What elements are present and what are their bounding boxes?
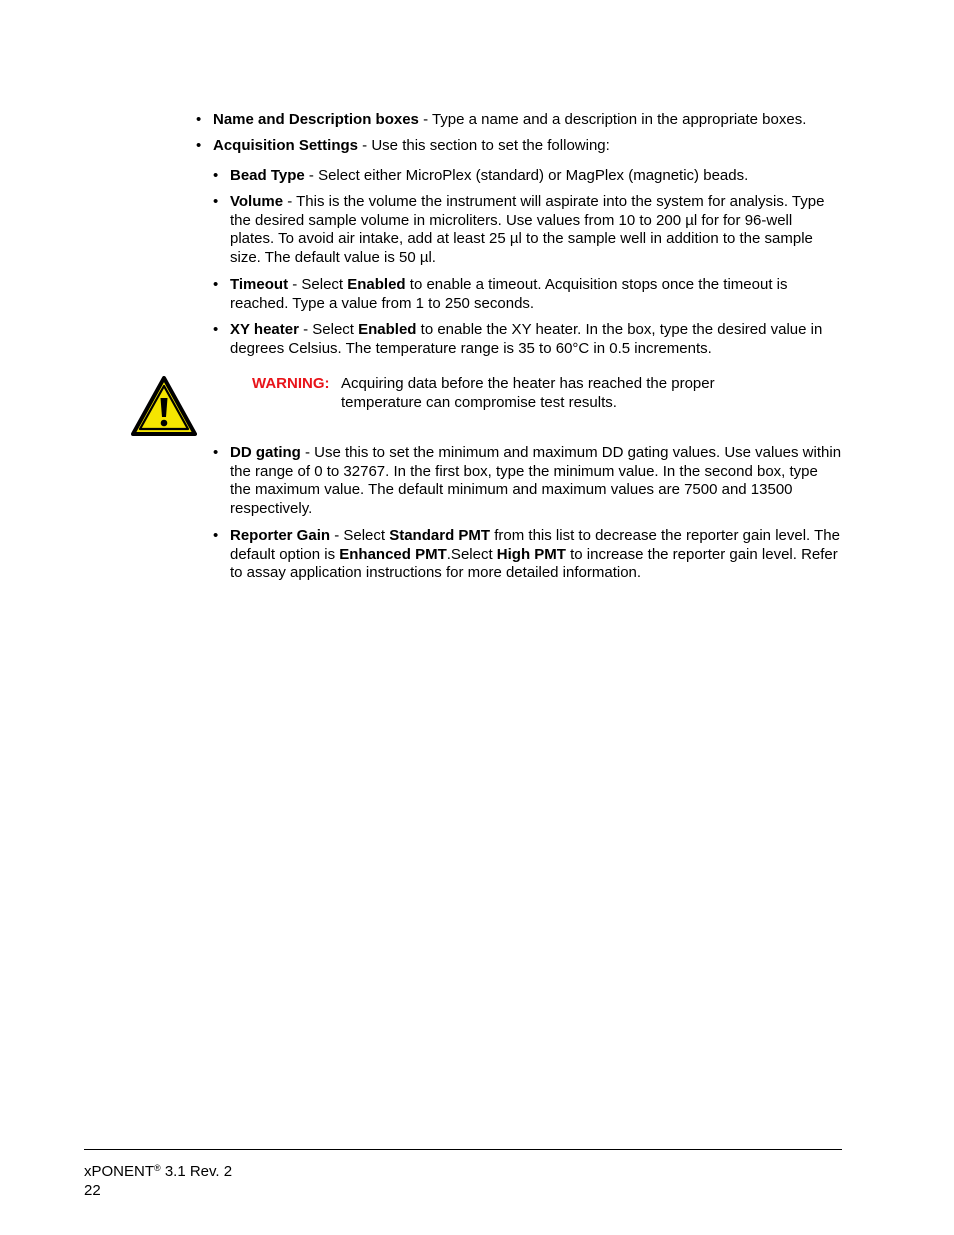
footer-divider <box>84 1149 842 1150</box>
footer-product <box>84 1162 232 1181</box>
warning-triangle-icon <box>131 376 197 436</box>
bullet: • <box>213 276 219 293</box>
bullet: • <box>196 137 202 154</box>
description: - Use this section to set the following: <box>358 137 610 154</box>
product-version: 3.1 Rev. 2 <box>160 1163 233 1180</box>
description: - Type a name and a description in the appropriate boxes. <box>418 111 807 128</box>
text: - Select <box>298 321 359 338</box>
product-name: xPONENT <box>84 1163 155 1180</box>
list-item-bead-type <box>230 167 840 186</box>
bullet: • <box>213 444 219 461</box>
term: Volume <box>230 193 284 210</box>
text: .Select <box>446 545 497 563</box>
bold-option: Standard PMT <box>389 527 491 544</box>
warning-text: Acquiring data before the heater has reached the proper temperature can compromise test results. <box>341 375 715 411</box>
term: DD gating <box>230 444 301 461</box>
text: to enable the XY heater. In the box, type the desired value in degrees Celsius. The temperature range is 35 to 60°C in 0.5 increments. <box>230 321 823 357</box>
list-item-name-description <box>213 111 843 130</box>
list-item-reporter-gain <box>230 527 842 583</box>
bold-option: Enabled <box>358 321 417 338</box>
description: - Select either MicroPlex (standard) or MagPlex (magnetic) beads. <box>304 167 749 184</box>
bullet: • <box>213 167 219 184</box>
bullet: • <box>213 321 219 338</box>
list-item-acquisition-settings <box>213 137 843 156</box>
registered-mark: ® <box>154 1163 161 1173</box>
term: XY heater <box>230 321 299 338</box>
term: Acquisition Settings <box>213 137 359 154</box>
bold-option: High PMT <box>496 545 566 563</box>
bullet: • <box>213 527 219 544</box>
text: to increase the reporter gain level. Refer to assay application instructions for more detailed information. <box>230 545 838 582</box>
term: Reporter Gain <box>230 527 331 544</box>
term: Bead Type <box>230 167 305 184</box>
description: - Use this to set the minimum and maximum DD gating values. Use values within the range of 0 to 32767. In the first box, type the minimum value. In the second box, type the maximum value. The default minimum and maximum values are 7500 and 13500 respectively. <box>230 444 842 518</box>
list-item-xy-heater <box>230 321 840 358</box>
text: - Select <box>288 276 348 293</box>
text: from this list to decrease the reporter gain level. The default option is <box>230 527 840 563</box>
bullet: • <box>196 111 202 128</box>
description: - This is the volume the instrument will aspirate into the system for analysis. Type the desired sample volume in microliters. Use values from 10 to 200 µl for for 96-well plates. To avoid air intake, add at least 25 µl to the sample well in addition to the sample size. The default value is 50 µl. <box>230 193 825 267</box>
warning-label: WARNING: <box>252 375 330 392</box>
list-item-volume <box>230 193 840 268</box>
page-number: 22 <box>84 1182 101 1199</box>
text: - Select <box>330 527 390 544</box>
term: Timeout <box>230 276 289 293</box>
list-item-timeout <box>230 276 840 313</box>
list-item-dd-gating <box>230 444 842 519</box>
term: Name and Description boxes <box>213 111 419 128</box>
bold-option: Enhanced PMT <box>339 545 447 563</box>
text: to enable a timeout. Acquisition stops once the timeout is reached. Type a value from 1 to 250 seconds. <box>230 276 788 312</box>
bold-option: Enabled <box>347 276 406 293</box>
bullet: • <box>213 193 219 210</box>
